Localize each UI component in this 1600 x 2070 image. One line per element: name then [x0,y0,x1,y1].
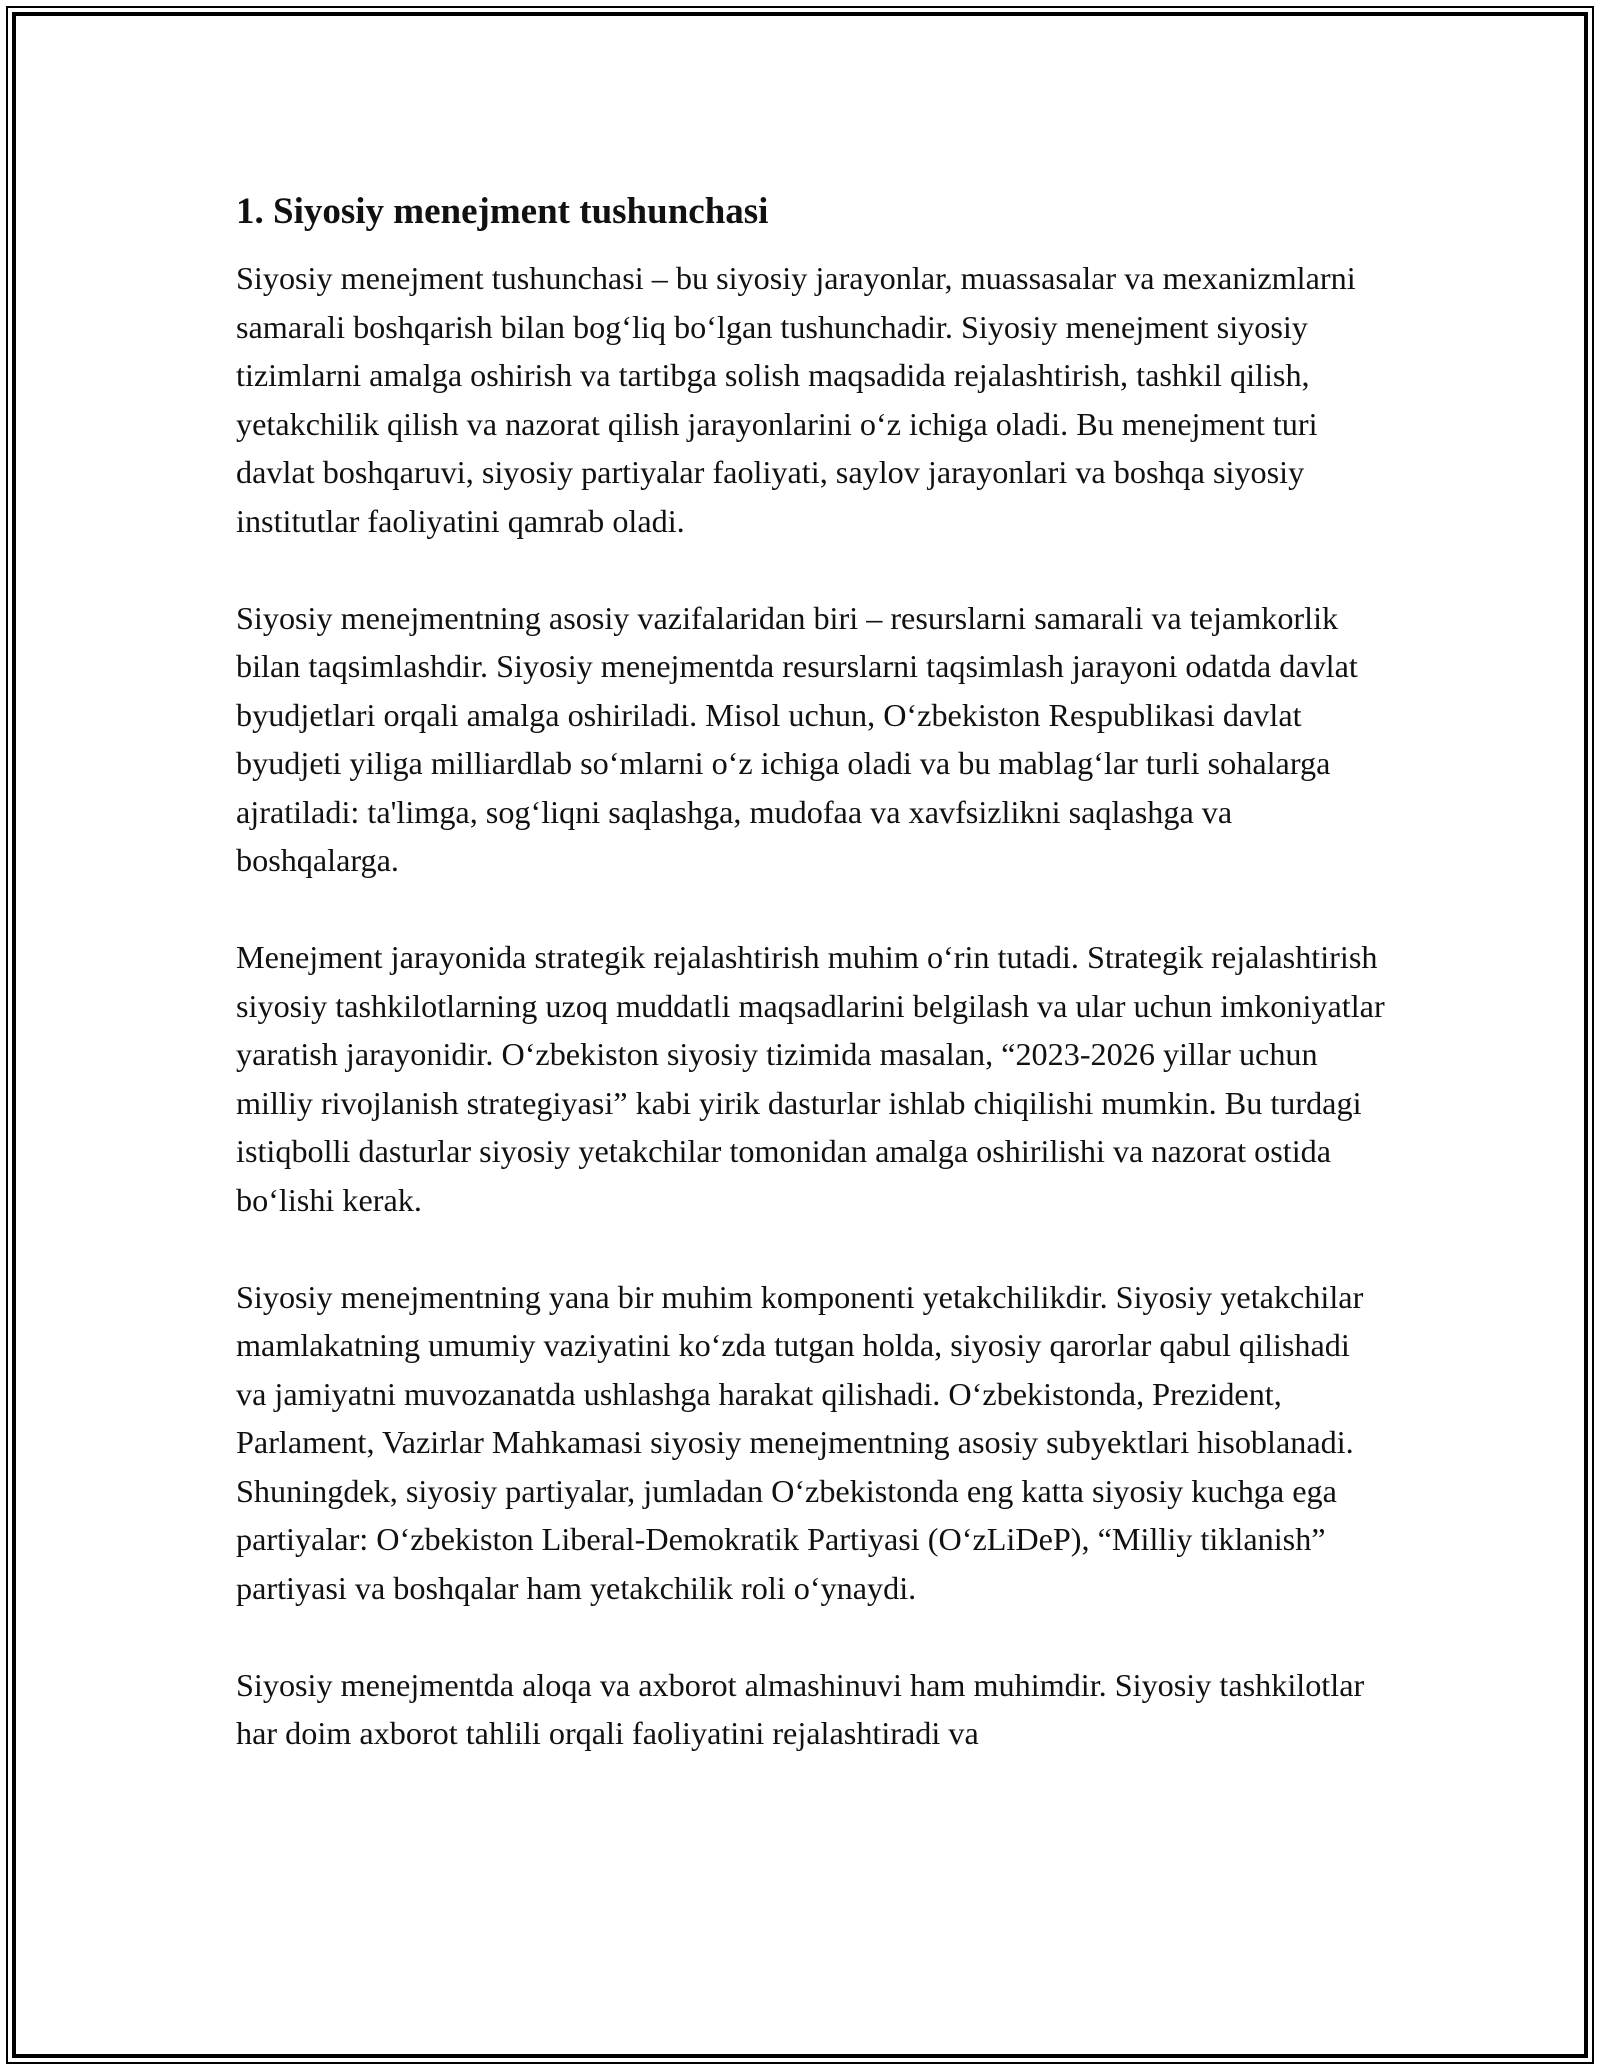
paragraph-strategic-planning: Menejment jarayonida strategik rejalashtirish muhim o‘rin tutadi. Strategik rejalashtirish siyosiy tashkilotlarning uzoq muddatli maqsadlarini belgilash va ular uchun imkoniyatlar yaratish jarayonidir. O‘zbekiston siyosiy tizimida masalan, “2023-2026 yillar uchun milliy rivojlanish strategiyasi” kabi yirik dasturlar ishlab chiqilishi mumkin. Bu turdagi istiqbolli dasturlar siyosiy yetakchilar tomonidan amalga oshirilishi va nazorat ostida bo‘lishi kerak. [236,939,1385,1218]
section-heading: 1. Siyosiy menejment tushunchasi [236,191,769,232]
paragraph-resources: Siyosiy menejmentning asosiy vazifalaridan biri – resurslarni samarali va tejamkorlik bilan taqsimlashdir. Siyosiy menejmentda resurslarni taqsimlash jarayoni odatda davlat byudjetlari orqali amalga oshiriladi. Misol uchun, O‘zbekiston Respublikasi davlat byudjeti yiliga milliardlab so‘mlarni o‘z ichiga oladi va bu mablag‘lar turli sohalarga ajratiladi: ta'limga, sog‘liqni saqlashga, mudofaa va xavfsizlikni saqlashga va boshqalarga. [236,599,1358,878]
document-body [236,186,1386,1758]
paragraph-definition: Siyosiy menejment tushunchasi – bu siyosiy jarayonlar, muassasalar va mexanizmlarni samarali boshqarish bilan bog‘liq bo‘lgan tushunchadir. Siyosiy menejment siyosiy tizimlarni amalga oshirish va tartibga solish maqsadida rejalashtirish, tashkil qilish, yetakchilik qilish va nazorat qilish jarayonlarini o‘z ichiga oladi. Bu menejment turi davlat boshqaruvi, siyosiy partiyalar faoliyati, saylov jarayonlari va boshqa siyosiy institutlar faoliyatini qamrab oladi. [236,260,1356,539]
paragraph-communication: Siyosiy menejmentda aloqa va axborot almashinuvi ham muhimdir. Siyosiy tashkilotlar har doim axborot tahlili orqali faoliyatini rejalashtiradi va [236,1666,1365,1751]
paragraph-leadership: Siyosiy menejmentning yana bir muhim komponenti yetakchilikdir. Siyosiy yetakchilar mamlakatning umumiy vaziyatini ko‘zda tutgan holda, siyosiy qarorlar qabul qilishadi va jamiyatni muvozanatda ushlashga harakat qilishadi. O‘zbekistonda, Prezident, Parlament, Vazirlar Mahkamasi siyosiy menejmentning asosiy subyektlari hisoblanadi. Shuningdek, siyosiy partiyalar, jumladan O‘zbekistonda eng katta siyosiy kuchga ega partiyalar: O‘zbekiston Liberal-Demokratik Partiyasi (O‘zLiDeP), “Milliy tiklanish” partiyasi va boshqalar ham yetakchilik roli o‘ynaydi. [236,1278,1364,1606]
